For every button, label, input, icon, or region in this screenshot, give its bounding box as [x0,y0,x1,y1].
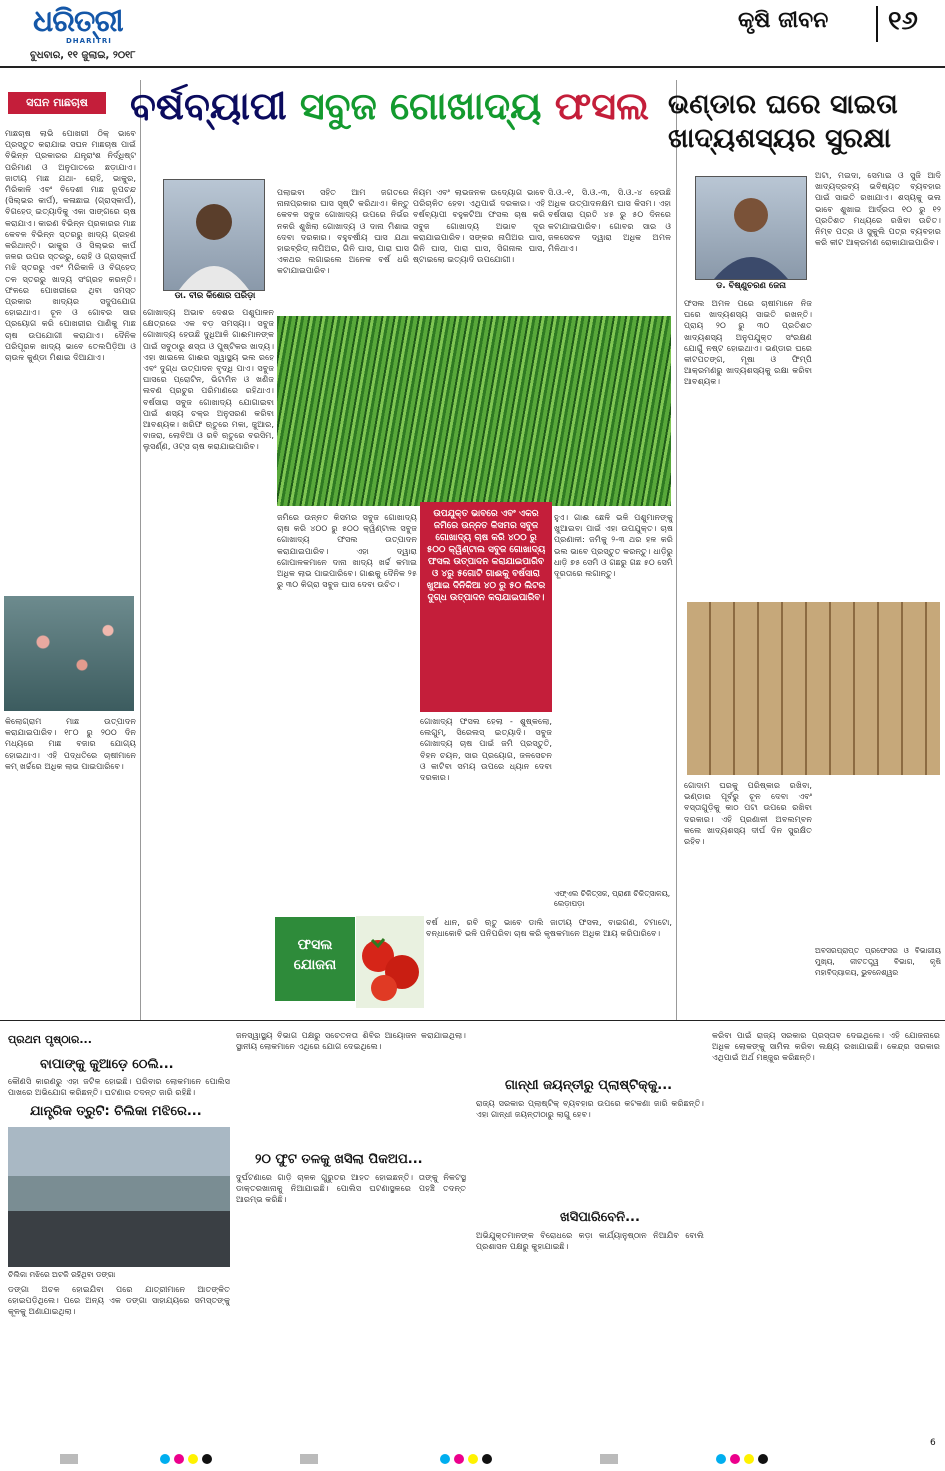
story4-text: ଦୁର୍ଘଟଣାରେ ଗାଡ଼ି ଚାଳକ ଗୁରୁତର ଆହତ ହୋଇଛନ୍ତି। ତାଙ୍କୁ ନିକଟସ୍ଥ ଡାକ୍ତରଖାନାକୁ ନିଆଯାଇଛି। ପୋଲିସ ଘଟଣାସ୍ଥଳରେ ପହଞ୍ଚି ତଦନ୍ତ ଆରମ୍ଭ କରିଛି। [236,1172,466,1205]
cyan-dot [440,1454,450,1464]
cyan-dot [160,1454,170,1464]
corner-number: 6 [930,1438,936,1448]
headline-part3: ଫସଲ [554,84,650,128]
divider [876,6,878,42]
right-col3: ଗୋଦାମ ଘରକୁ ପରିଷ୍କାର ରଖିବା, ଭଣ୍ଡାର ପୂର୍ବରୁ ଚୂନ ଦେବା ଏବଂ ବସ୍ତାଗୁଡ଼ିକୁ କାଠ ପଟା ଉପରେ ରଖିବା ଦରକାର। ଏହି ପ୍ରଣାଳୀ ଅବଲମ୍ବନ କଲେ ଖାଦ୍ୟଶସ୍ୟ ଦୀର୍ଘ ଦିନ ସୁରକ୍ଷିତ ରହିବ। [684,780,812,847]
yellow-dot [188,1454,198,1464]
lead-headline [130,84,655,150]
story5-text: ରାଜ୍ୟ ସରକାର ପ୍ଲାଷ୍ଟିକ୍ ବ୍ୟବହାର ଉପରେ କଟକଣା ଜାରି କରିଛନ୍ତି। ଏହା ଗାନ୍ଧୀ ଜୟନ୍ତୀଠାରୁ ଲାଗୁ ହେବ। [476,1098,704,1120]
person-icon [164,180,264,290]
story5-headline[interactable]: ଗାନ୍ଧୀ ଜୟନ୍ତୀରୁ ପ୍ଲାଷ୍ଟିକ୍‌କୁ... [505,1078,673,1093]
magenta-dot [454,1454,464,1464]
column-divider [140,80,141,1020]
left-body-top: ମାଛଚାଷ ଲାଭି ପୋଖରୀ ଠିକ୍ ଭାବେ ପ୍ରସ୍ତୁତ କରାଯାଇ ସଘନ ମାଛଚାଷ ପାଇଁ ବିଭିନ୍ନ ପ୍ରକାରର ଯନ୍ତ୍ରାଂଶ ନିର୍ଦ୍ଧିଷ୍ଟ ପରିମାଣ ଓ ଅନୁପାତରେ ଛଡ଼ାଯାଏ। ଜାତୀୟ ମାଛ ଯଥା- ରୋହି, ଭାକୁର, ମିରିକାଳି ଏବଂ ବିଦେଶୀ ମାଛ ରୂପଚନ୍ଦ (ସିଲ୍ଭର କାର୍ପ), କଳାଛାଇ (ଗ୍ରାସ୍‌କାର୍ପ), ବିଗହେଡ୍ ଇତ୍ୟାଦିକୁ ଏକା ସାଙ୍ଗରେ ଚାଷ କରାଯାଏ। କାରଣ ବିଭିନ୍ନ ପ୍ରକାରର ମାଛ କେବଳ ବିଭିନ୍ନ ସ୍ତରରୁ ଖାଦ୍ୟ ଗ୍ରହଣ କରିଥାନ୍ତି। ଭାକୁର ଓ ସିଲ୍ଭର କାର୍ପ ଜଳର ଉପର ସ୍ତରରୁ, ରୋହି ଓ ଗ୍ରାସ୍‌କାର୍ପ ମଝି ସ୍ତରରୁ ଏବଂ ମିରିକାଳି ଓ ବିଗ୍‌ହେଡ୍ ତଳ ସ୍ତରରୁ ଖାଦ୍ୟ ସଂଗ୍ରହ କରନ୍ତି। ଫଳରେ ପୋଖରୀରେ ଥିବା ସମସ୍ତ ପ୍ରକାର ଖାଦ୍ୟର ସଦୁପଯୋଗ ହୋଇଥାଏ। ଚୂନ ଓ ଗୋବର ସାର ପ୍ରୟୋଗ କରି ପୋଖରୀର ପାଣିକୁ ମାଛ ଚାଷ ଉପଯୋଗୀ କରାଯାଏ। ଦୈନିକ ପରିପୂରକ ଖାଦ୍ୟ ଭାବେ ତେଲପିଡ଼ିଆ ଓ ଚାଉଳ କୁଣ୍ଡା ମିଶାଇ ଦିଆଯାଏ। [5,128,136,363]
person-icon [696,177,806,279]
grain-sacks-photo [687,602,940,775]
page-number: ୧୬ [888,6,918,36]
story6-text: ଅଭିଯୁକ୍ତମାନଙ୍କ ବିରୋଧରେ କଡ଼ା କାର୍ଯ୍ୟାନୁଷ୍ଠାନ ନିଆଯିବ ବୋଲି ପ୍ରଶାସନ ପକ୍ଷରୁ କୁହାଯାଇଛି। [476,1230,704,1252]
grass-photo [277,316,671,506]
boat-photo [8,1127,230,1267]
pull-quote: ଉପଯୁକ୍ତ ଭାବରେ ଏବଂ ଏକର ଜମିରେ ଉନ୍ନତ କିସମର ସବୁଜ ଗୋଖାଦ୍ୟ ଚାଷ କରି ୪୦୦ ରୁ ୫୦୦ କ୍ୱିଣ୍ଟାଲ ସବୁଜ ଗୋଖାଦ୍ୟ ଫସଲ ଉତ୍ପାଦନ କରାଯାଇପାରିବ ଓ ୪ରୁ ୫ଗୋଟି ଗାଈକୁ ବର୍ଷସାରା ଖୁଆଇ ଦିନିକିଆ ୪୦ ରୁ ୫୦ ଲିଟର ଦୁଗ୍ଧ ଉତ୍ପାଦନ କରାଯାଇପାରିବ। [420,502,552,712]
photo-caption: ଚିଲିକା ମଝିରେ ଅଟକି ରହିଥିବା ଡଙ୍ଗା [8,1270,116,1279]
lead-col7: ହୁଏ। ଗାଈ ଛେଳି ଭଳି ପଶୁମାନଙ୍କୁ ଖୁଆଇବା ପାଇଁ ଏହା ଉପଯୁକ୍ତ। ଚାଷ ପ୍ରଣାଳୀ: ଜମିକୁ ୨-୩ ଥର ହଳ କରି ଭଲ ଭାବେ ପ୍ରସ୍ତୁତ କରନ୍ତୁ। ଧାଡ଼ିରୁ ଧାଡ଼ି ୭୫ ସେମି ଓ ଗଛରୁ ଗଛ ୫୦ ସେମି ଦୂରତାରେ ଲଗାନ୍ତୁ। [554,512,673,579]
yellow-dot [468,1454,478,1464]
right-author-caption: ଡ. ବିଷ୍ଣୁଚରଣ ଜେନା [716,281,786,291]
masthead-rule [0,66,945,68]
section-rule [0,1020,945,1021]
print-footer [0,1438,945,1471]
lead-col2: ପଲାଇବା ସହିତ ଆମ ଜଗତରେ ନାନାପ୍ରକାର ଘାସ ସୃଷ୍ଟି କରିଥାଏ। କିନ୍ତୁ କେବଳ ସବୁଜ ଗୋଖାଦ୍ୟ ଉପରେ ନିର୍ଭର ନକରି ଶୁଖିଲା ଗୋଖାଦ୍ୟ ଓ ଦାନା ମିଶାଇ ଦେବା ଦରକାର। ବହୁବର୍ଷୀୟ ଘାସ ଯଥା ହାଇବ୍ରିଡ୍ ନାପିଅର, ଗିନି ଘାସ, ପାରା ଘାସ ଏକଥର ଲଗାଇଲେ ଅନେକ ବର୍ଷ ଧରି କଟାଯାଇପାରିବ। [277,187,409,276]
headline-part1: ବର୍ଷବ୍ୟାପୀ [130,84,287,128]
cyan-dot [716,1454,726,1464]
newspaper-logo[interactable]: ଧରିତ୍ରୀ [33,4,123,39]
registration-mark [300,1454,318,1464]
right-author-photo [695,176,807,280]
magenta-dot [174,1454,184,1464]
story6-headline[interactable]: ଖସିପାରିବେନି... [560,1210,640,1225]
story2-text: ଡଙ୍ଗା ଅଚଳ ହୋଇଯିବା ପରେ ଯାତ୍ରୀମାନେ ଆତଙ୍କିତ ହୋଇପଡ଼ିଥିଲେ। ପରେ ଅନ୍ୟ ଏକ ଡଙ୍ଗା ସାହାଯ୍ୟରେ ସମସ୍ତଙ୍କୁ କୂଳକୁ ଅଣାଯାଇଥିଲା। [8,1284,230,1317]
story1-headline[interactable]: ବାପାଙ୍କୁ କୁଆଡ଼େ ଠେଲି... [40,1057,174,1072]
black-dot [482,1454,492,1464]
lead-col4: ସି.ଓ.-୧, ସି.ଓ.-୩, ସି.ଓ.-୪ ହେଉଛି ଅଧିକ ଉତ୍ପାଦନକ୍ଷମ ଘାସ କିସମ। ଏହା ବର୍ଷସାରା ପ୍ରତି ୪୫ ରୁ ୫୦ ଦିନରେ କଟାଯାଇପାରିବ। ଗୋବର ସାର ଓ ଜଳସେଚନ ଦ୍ୱାରା ଅଧିକ ଅମଳ ମିଳିଥାଏ। [548,187,671,254]
magenta-dot [730,1454,740,1464]
story1-text: କୌଣସି କାରଣରୁ ଏହା ଜଟିଳ ହୋଇଛି। ପରିବାର ଲୋକମାନେ ପୋଲିସ ପାଖରେ ଅଭିଯୋଗ କରିଛନ୍ତି। ଘଟଣାର ତଦନ୍ତ ଜାରି ରହିଛି। [8,1076,230,1098]
headline-part2: ସବୁଜ ଗୋଖାଦ୍ୟ [299,84,542,128]
right-col2: ଅଟା, ମଇଦା, ସେମାଇ ଓ ସୁଜି ଆଦି ଖାଦ୍ୟଦ୍ରବ୍ୟ ଭବିଷ୍ୟତ ବ୍ୟବହାର ପାଇଁ ସାଇତି ରଖାଯାଏ। ଶସ୍ୟକୁ ଭଲ ଭାବେ ଶୁଖାଇ ଆର୍ଦ୍ରତା ୧୦ ରୁ ୧୨ ପ୍ରତିଶତ ମଧ୍ୟରେ ରଖିବା ଉଚିତ। ନିମ୍ବ ପତ୍ର ଓ ସୁକୁଲି ପତ୍ର ବ୍ୟବହାର କରି କୀଟ ଆକ୍ରମଣ ରୋକାଯାଇପାରିବ। [815,170,941,248]
column-divider [676,80,677,1020]
right-headline: ଭଣ୍ଡାର ଘରେ ସାଇତା ଖାଦ୍ୟଶସ୍ୟର ସୁରକ୍ଷା [668,89,898,154]
scheme-label: ଫସଲ ଯୋଜନା [275,917,355,1001]
continued-banner: ପ୍ରଥମ ପୃଷ୍ଠାର... [8,1033,92,1046]
right-col1: ଫସଲ ଅମଳ ପରେ ଚାଷୀମାନେ ନିଜ ଘରେ ଖାଦ୍ୟଶସ୍ୟ ସାଇତି ରଖନ୍ତି। ପ୍ରାୟ ୨୦ ରୁ ୩୦ ପ୍ରତିଶତ ଖାଦ୍ୟଶସ୍ୟ ଅନୁପଯୁକ୍ତ ସଂରକ୍ଷଣ ଯୋଗୁଁ ନଷ୍ଟ ହୋଇଥାଏ। ଭଣ୍ଡାର ଘରେ କୀଟପତଙ୍ଗ, ମୂଷା ଓ ଫିମ୍ପି ଆକ୍ରମଣରୁ ଖାଦ୍ୟଶସ୍ୟକୁ ରକ୍ଷା କରିବା ଆବଶ୍ୟକ। [684,298,812,387]
author-caption: ଡା. ବୀର କିଶୋର ପରିଡ଼ା [174,291,256,301]
lead-byline: ଏଫ୍‌ଏଲ ଚିକିତ୍ସକ, ପ୍ରାଣୀ ଚିକିତ୍ସାଳୟ, ଲେଡ଼ାପଡ଼ା [554,889,671,908]
registration-mark [600,1454,618,1464]
black-dot [758,1454,768,1464]
scheme-text: ବର୍ଷ ଧାନ, ରବି ଋତୁ ଭାବେ ଡାଲି ଜାତୀୟ ଫସଲ, ବାଇଗଣ, ଟମାଟୋ, ବନ୍ଧାକୋବି ଭଳି ପନିପରିବା ଚାଷ କରି କୃଷକମାନେ ଅଧିକ ଆୟ କରିପାରିବେ। [426,917,672,939]
section-title: କୃଷି ଜୀବନ [738,8,829,33]
yellow-dot [744,1454,754,1464]
author-photo [163,179,265,291]
tomato-icon [356,916,424,1008]
issue-date: ବୁଧବାର, ୧୧ ଜୁଲାଇ, ୨୦୧୮ [30,50,136,61]
right-byline: ଅବସରପ୍ରାପ୍ତ ପ୍ରଫେସର ଓ ବିଭାଗୀୟ ମୁଖ୍ୟ, କୀଟତତ୍ତ୍ୱ ବିଭାଗ, କୃଷି ମହାବିଦ୍ୟାଳୟ, ଭୁବନେଶ୍ୱର [815,946,941,978]
section-label: ସଘନ ମାଛଚାଷ [8,92,106,114]
story3-text: ଜନସ୍ୱାସ୍ଥ୍ୟ ବିଭାଗ ପକ୍ଷରୁ ସଚେତନତା ଶିବିର ଆୟୋଜନ କରାଯାଇଥିଲା। ସ୍ଥାନୀୟ ଲୋକମାନେ ଏଥିରେ ଯୋଗ ଦେଇଥିଲେ। [236,1030,466,1052]
newspaper-logo-sub: DHARITRI [66,37,112,45]
lead-col6: ଗୋଖାଦ୍ୟ ଫସଲ ହେଲା - ଶୁଷ୍କଲୋ, ଲେଗୁମ୍, ସିରେଲସ୍ ଇତ୍ୟାଦି। ସବୁଜ ଗୋଖାଦ୍ୟ ଚାଷ ପାଇଁ ଜମି ପ୍ରସ୍ତୁତି, ବିହନ ଚୟନ, ସାର ପ୍ରୟୋଗ, ଜଳସେଚନ ଓ କାଟିବା ସମୟ ଉପରେ ଧ୍ୟାନ ଦେବା ଦରକାର। [420,716,552,783]
lead-col1: ଗୋଖାଦ୍ୟ ଅଭାବ ଦେଶର ପଶୁପାଳନ କ୍ଷେତ୍ରରେ ଏକ ବଡ଼ ସମସ୍ୟା। ସବୁଜ ଗୋଖାଦ୍ୟ ହେଉଛି ଦୁଧିଆଳି ଗାଈମାନଙ୍କ ପାଇଁ ସବୁଠାରୁ ଶସ୍ତା ଓ ପୁଷ୍ଟିକର ଖାଦ୍ୟ। ଏହା ଖାଇଲେ ଗାଈର ସ୍ୱାସ୍ଥ୍ୟ ଭଲ ରହେ ଏବଂ ଦୁଗ୍ଧ ଉତ୍ପାଦନ ବୃଦ୍ଧି ପାଏ। ସବୁଜ ଘାସରେ ପ୍ରୋଟିନ, ଭିଟାମିନ ଓ ଖଣିଜ ଲବଣ ପ୍ରଚୁର ପରିମାଣରେ ରହିଥାଏ। ବର୍ଷସାରା ସବୁଜ ଗୋଖାଦ୍ୟ ଯୋଗାଇବା ପାଇଁ ଶସ୍ୟ ଚକ୍ର ଅନୁସରଣ କରିବା ଆବଶ୍ୟକ। ଖରିଫ ଋତୁରେ ମକା, ଜୁଆର, ବାଜରା, ଲୋବିଆ ଓ ରବି ଋତୁରେ ବରସିମ, ଲୁସର୍ଣ୍ଣ, ଓଟ୍‌ସ ଚାଷ କରାଯାଇପାରିବ। [143,307,274,452]
fish-photo [4,596,134,711]
black-dot [202,1454,212,1464]
story4-headline[interactable]: ୨୦ ଫୁଟ ତଳକୁ ଖସିଲା ପିକଅପ... [255,1152,423,1167]
masthead [0,0,945,61]
story2-headline[interactable]: ଯାନ୍ତ୍ରିକ ତ୍ରୁଟି: ଚିଲିକା ମଝିରେ... [30,1104,202,1119]
left-body-bottom: କିଲୋଗ୍ରାମ ମାଛ ଉତ୍ପାଦନ କରାଯାଇପାରିବ। ୧୮୦ ରୁ ୨୦୦ ଦିନ ମଧ୍ୟରେ ମାଛ ବଜାର ଯୋଗ୍ୟ ହୋଇଥାଏ। ଏହି ପଦ୍ଧତିରେ ଚାଷୀମାନେ କମ୍ ଖର୍ଚ୍ଚରେ ଅଧିକ ଲାଭ ପାଇପାରିବେ। [5,716,136,771]
lead-col3: ନିୟମ ଏବଂ ଲାଭଜନକ ଉଦ୍ୟୋଗ ଭାବେ ପରିଚାଳିତ ହେବା ଏଥିପାଇଁ ଦରକାର। ଏହି ବର୍ଷବ୍ୟାପୀ ବହୁକଟିଆ ଫସଲ ଚାଷ କରି ସବୁଜ ଗୋଖାଦ୍ୟ ଅଭାବ ଦୂର କରାଯାଇପାରିବ। ସଙ୍କର ନାପିଅର ଘାସ, ଗିନି ଘାସ, ପାରା ଘାସ, ସିଗନାଲ ଘାସ, ଷ୍ଟାଇଲୋ ଇତ୍ୟାଦି ଉପଯୋଗୀ। [413,187,545,265]
story7-text: କରିବା ପାଇଁ ରାଜ୍ୟ ସରକାର ପ୍ରସ୍ତାବ ଦେଇଥିଲେ। ଏହି ଯୋଜନାରେ ଅଧିକ ଲୋକଙ୍କୁ ସାମିଲ କରିବା ଲକ୍ଷ୍ୟ ରଖାଯାଇଛି। କେନ୍ଦ୍ର ସରକାର ଏଥିପାଇଁ ଅର୍ଥ ମଞ୍ଜୁର କରିଛନ୍ତି। [712,1030,940,1063]
lead-col5: ଜମିରେ ଉନ୍ନତ କିସମର ସବୁଜ ଗୋଖାଦ୍ୟ ଚାଷ କରି ୪୦୦ ରୁ ୫୦୦ କ୍ୱିଣ୍ଟାଲ ସବୁଜ ଗୋଖାଦ୍ୟ ଫସଲ ଉତ୍ପାଦନ କରାଯାଇପାରିବ। ଏହା ଦ୍ୱାରା ଗୋପାଳକମାନେ ଦାନା ଖାଦ୍ୟ ଖର୍ଚ୍ଚ କମାଇ ଅଧିକ ଲାଭ ପାଇପାରିବେ। ଗାଈକୁ ଦୈନିକ ୨୫ ରୁ ୩୦ କିଗ୍ରା ସବୁଜ ଘାସ ଦେବା ଉଚିତ। [277,512,417,590]
registration-mark [60,1454,78,1464]
